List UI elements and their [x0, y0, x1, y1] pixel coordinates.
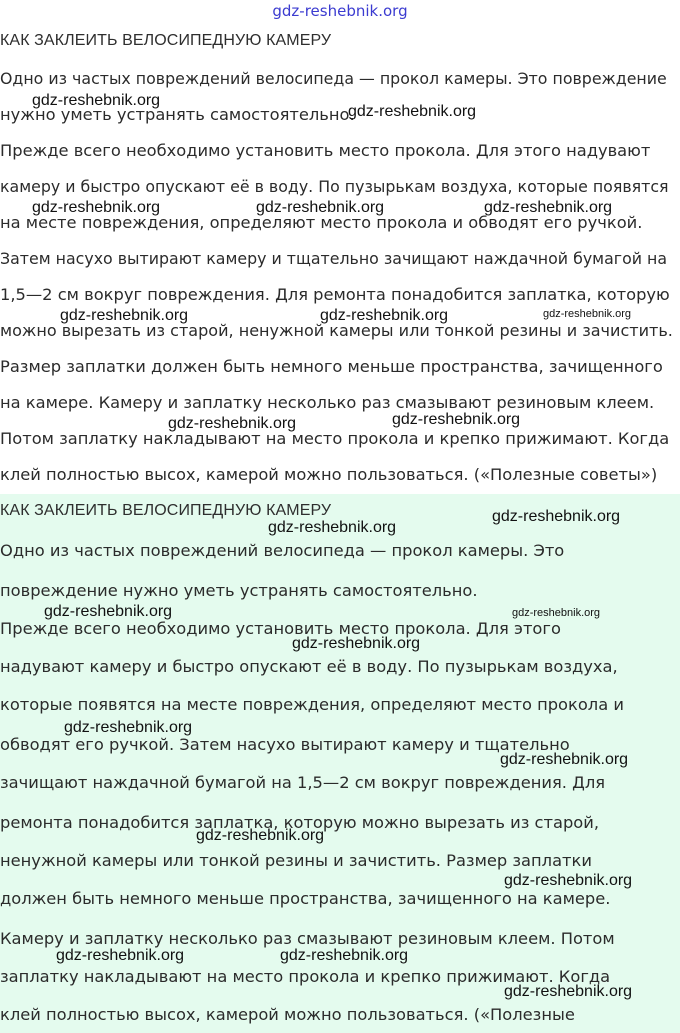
watermark: gdz-reshebnik.org [504, 872, 633, 889]
watermark: gdz-reshebnik.org [32, 92, 161, 109]
watermark: gdz-reshebnik.org [280, 947, 409, 964]
text-line: клей полностью высох, камерой можно пользоваться. («Полезные советы») [0, 465, 658, 484]
watermark: gdz-reshebnik.org [44, 603, 173, 620]
text-line: Потом заплатку накладывают на место прокола и крепко прижимают. Когда [0, 429, 670, 448]
watermark: gdz-reshebnik.org [168, 415, 297, 432]
watermark: gdz-reshebnik.org [64, 719, 193, 736]
text-line: Одно из частых повреждений велосипеда — прокол камеры. Это повреждение [0, 69, 667, 88]
text-line: Размер заплатки должен быть немного меньше пространства, зачищенного [0, 357, 663, 376]
text-line: клей полностью высох, камерой можно пользоваться. («Полезные [0, 1005, 575, 1024]
watermark: gdz-reshebnik.org [392, 411, 521, 428]
watermark: gdz-reshebnik.org [268, 519, 397, 536]
watermark: gdz-reshebnik.org [256, 199, 385, 216]
text-line: Затем насухо вытирают камеру и тщательно зачищают наждачной бумагой на [0, 249, 668, 268]
site-mark[interactable]: gdz-reshebnik.org [272, 2, 408, 20]
watermark: gdz-reshebnik.org [543, 308, 632, 320]
watermark: gdz-reshebnik.org [32, 199, 161, 216]
text-line: заплатку накладывают на место прокола и крепко прижимают. Когда [0, 967, 611, 986]
section-title: КАК ЗАКЛЕИТЬ ВЕЛОСИПЕДНУЮ КАМЕРУ [0, 502, 332, 519]
text-line: 1,5—2 см вокруг повреждения. Для ремонта понадобится заплатка, которую [0, 285, 670, 304]
text-line: которые появятся на месте повреждения, определяют место прокола и [0, 695, 624, 714]
text-line: на камере. Камеру и заплатку несколько раз смазывают резиновым клеем. [0, 393, 655, 412]
watermark: gdz-reshebnik.org [348, 103, 477, 120]
text-line: Камеру и заплатку несколько раз смазывают резиновым клеем. Потом [0, 929, 615, 948]
text-line: нужно уметь устранять самостоятельно. [0, 105, 355, 124]
text-line: ремонта понадобится заплатка, которую можно вырезать из старой, [0, 813, 600, 832]
text-line: надувают камеру и быстро опускают её в воду. По пузырькам воздуха, [0, 657, 618, 676]
watermark: gdz-reshebnik.org [500, 751, 629, 768]
section-title: КАК ЗАКЛЕИТЬ ВЕЛОСИПЕДНУЮ КАМЕРУ [0, 32, 332, 49]
watermark: gdz-reshebnik.org [512, 607, 601, 619]
watermark: gdz-reshebnik.org [504, 983, 633, 1000]
text-line: на месте повреждения, определяют место прокола и обводят его ручкой. [0, 213, 643, 232]
text-line: обводят его ручкой. Затем насухо вытирают камеру и тщательно [0, 735, 570, 754]
text-line: ненужной камеры или тонкой резины и зачистить. Размер заплатки [0, 851, 592, 870]
watermark: gdz-reshebnik.org [60, 307, 189, 324]
watermark: gdz-reshebnik.org [56, 947, 185, 964]
watermark: gdz-reshebnik.org [320, 307, 449, 324]
text-line: повреждение нужно уметь устранять самостоятельно. [0, 581, 478, 600]
text-line: можно вырезать из старой, ненужной камеры или тонкой резины и зачистить. [0, 321, 673, 340]
watermark: gdz-reshebnik.org [492, 508, 621, 525]
text-line: Прежде всего необходимо установить место прокола. Для этого [0, 619, 561, 638]
watermark: gdz-reshebnik.org [292, 635, 421, 652]
text-line: Прежде всего необходимо установить место прокола. Для этого надувают [0, 141, 651, 160]
text-line: зачищают наждачной бумагой на 1,5—2 см вокруг повреждения. Для [0, 773, 606, 792]
text-line: Одно из частых повреждений велосипеда — прокол камеры. Это [0, 541, 565, 560]
text-line: должен быть немного меньше пространства, зачищенного на камере. [0, 889, 611, 908]
text-line: камеру и быстро опускают её в воду. По пузырькам воздуха, которые появятся [0, 177, 669, 196]
watermark: gdz-reshebnik.org [196, 827, 325, 844]
watermark: gdz-reshebnik.org [484, 199, 613, 216]
